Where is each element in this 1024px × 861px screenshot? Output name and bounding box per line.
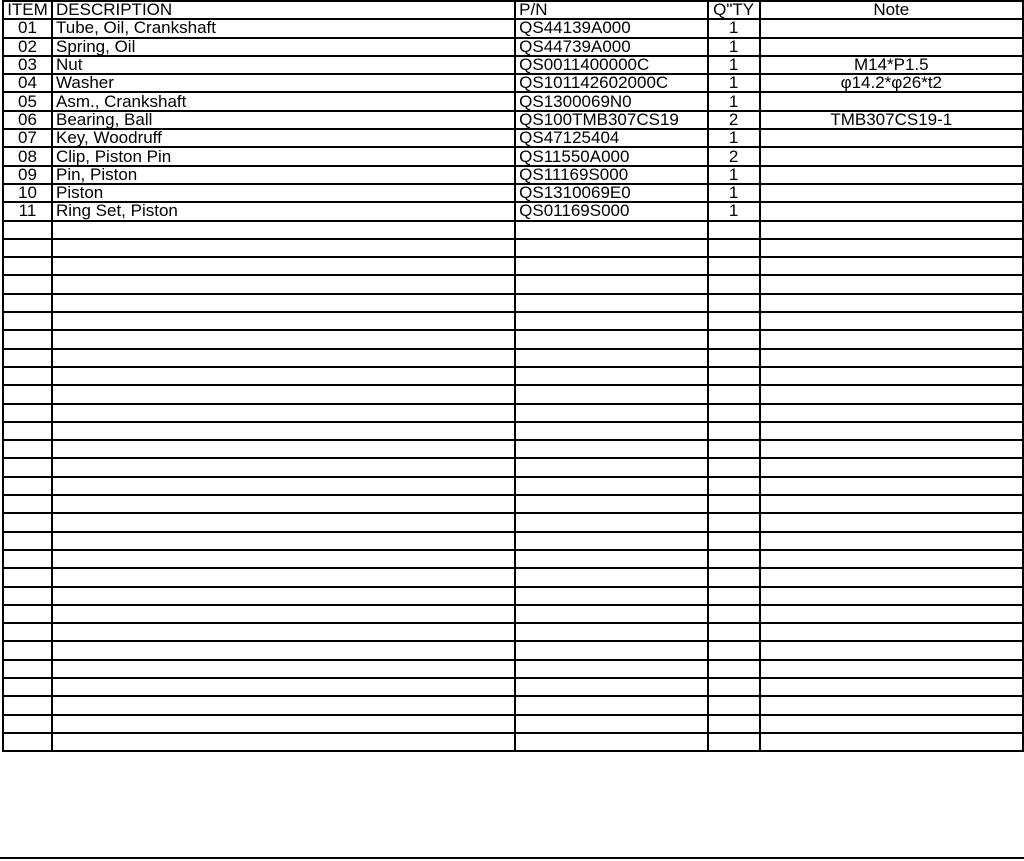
quantity-cell: 1 [708,92,760,110]
part-number-cell: QS101142602000C [515,74,708,92]
empty-row [3,660,1023,678]
quantity-cell [708,550,760,568]
quantity-cell: 2 [708,147,760,165]
part-number-cell: QS1300069N0 [515,92,708,110]
note-cell [760,733,1023,751]
item-cell [3,641,52,659]
part-number-cell: QS01169S000 [515,202,708,220]
description-cell [52,605,515,623]
note-cell: M14*P1.5 [760,56,1023,74]
item-cell: 11 [3,202,52,220]
description-cell [52,678,515,696]
parts-list-table [2,0,1024,752]
note-cell [760,221,1023,239]
item-cell [3,385,52,403]
description-cell [52,422,515,440]
item-cell: 09 [3,166,52,184]
description-cell: Piston [52,184,515,202]
description-cell [52,587,515,605]
note-cell [760,275,1023,293]
item-cell [3,422,52,440]
part-number-cell [515,294,708,312]
empty-row [3,641,1023,659]
note-cell [760,605,1023,623]
part-number-cell [515,623,708,641]
table-row [3,147,1023,165]
empty-row [3,257,1023,275]
quantity-cell [708,696,760,714]
empty-row [3,623,1023,641]
description-cell [52,440,515,458]
part-number-cell [515,477,708,495]
note-cell [760,513,1023,531]
item-cell: 03 [3,56,52,74]
part-number-cell: QS11550A000 [515,147,708,165]
description-cell [52,495,515,513]
note-cell [760,92,1023,110]
part-number-cell [515,733,708,751]
note-cell [760,440,1023,458]
table-row [3,184,1023,202]
quantity-cell [708,275,760,293]
empty-row [3,477,1023,495]
quantity-cell: 1 [708,56,760,74]
description-cell [52,733,515,751]
quantity-cell [708,440,760,458]
note-cell [760,422,1023,440]
quantity-cell [708,458,760,476]
item-cell [3,294,52,312]
note-cell [760,568,1023,586]
quantity-cell [708,623,760,641]
part-number-cell [515,422,708,440]
item-cell [3,715,52,733]
empty-row [3,221,1023,239]
part-number-cell [515,587,708,605]
header-row [3,1,1023,19]
part-number-cell [515,678,708,696]
description-cell: Washer [52,74,515,92]
part-number-cell: QS47125404 [515,129,708,147]
part-number-cell [515,312,708,330]
description-cell: Nut [52,56,515,74]
empty-row [3,330,1023,348]
quantity-cell [708,513,760,531]
part-number-cell [515,349,708,367]
empty-row [3,458,1023,476]
note-cell [760,166,1023,184]
empty-row [3,422,1023,440]
part-number-cell [515,696,708,714]
note-cell [760,312,1023,330]
note-cell [760,202,1023,220]
table-row [3,19,1023,37]
note-cell [760,184,1023,202]
table-row [3,129,1023,147]
part-number-cell [515,385,708,403]
quantity-cell [708,715,760,733]
description-cell [52,715,515,733]
item-cell: 06 [3,111,52,129]
part-number-cell [515,532,708,550]
part-number-cell [515,513,708,531]
description-cell [52,513,515,531]
description-cell [52,696,515,714]
empty-row [3,696,1023,714]
description-cell [52,660,515,678]
part-number-cell: QS1310069E0 [515,184,708,202]
note-cell: TMB307CS19-1 [760,111,1023,129]
quantity-cell [708,568,760,586]
quantity-cell [708,312,760,330]
item-cell [3,312,52,330]
item-cell [3,275,52,293]
empty-row [3,532,1023,550]
note-cell: φ14.2*φ26*t2 [760,74,1023,92]
part-number-cell [515,330,708,348]
note-cell [760,715,1023,733]
empty-row [3,349,1023,367]
empty-row [3,404,1023,422]
item-cell [3,477,52,495]
part-number-cell [515,458,708,476]
item-cell [3,330,52,348]
note-cell [760,19,1023,37]
part-number-cell [515,715,708,733]
item-cell [3,605,52,623]
item-cell [3,568,52,586]
item-cell [3,733,52,751]
parts-list-body [3,19,1023,751]
description-cell: Pin, Piston [52,166,515,184]
quantity-cell [708,221,760,239]
empty-row [3,550,1023,568]
empty-row [3,715,1023,733]
description-cell [52,312,515,330]
note-cell [760,641,1023,659]
note-cell [760,349,1023,367]
quantity-cell [708,330,760,348]
quantity-cell [708,367,760,385]
description-cell [52,550,515,568]
description-cell: Asm., Crankshaft [52,92,515,110]
item-cell [3,660,52,678]
quantity-cell [708,495,760,513]
empty-row [3,495,1023,513]
part-number-cell: QS0011400000C [515,56,708,74]
note-cell [760,147,1023,165]
quantity-cell [708,587,760,605]
description-cell [52,623,515,641]
header-item: ITEM [3,1,52,19]
item-cell [3,495,52,513]
quantity-cell [708,294,760,312]
table-row [3,38,1023,56]
description-cell [52,641,515,659]
item-cell: 02 [3,38,52,56]
quantity-cell [708,257,760,275]
description-cell [52,568,515,586]
empty-row [3,294,1023,312]
item-cell [3,257,52,275]
quantity-cell: 1 [708,19,760,37]
quantity-cell [708,422,760,440]
note-cell [760,404,1023,422]
note-cell [760,257,1023,275]
empty-row [3,678,1023,696]
item-cell: 05 [3,92,52,110]
note-cell [760,678,1023,696]
note-cell [760,532,1023,550]
quantity-cell [708,477,760,495]
item-cell [3,550,52,568]
empty-row [3,605,1023,623]
description-cell [52,477,515,495]
quantity-cell [708,349,760,367]
empty-row [3,367,1023,385]
part-number-cell: QS100TMB307CS19 [515,111,708,129]
item-cell [3,404,52,422]
item-cell [3,458,52,476]
item-cell [3,367,52,385]
empty-row [3,568,1023,586]
description-cell [52,349,515,367]
description-cell [52,330,515,348]
description-cell [52,532,515,550]
item-cell: 08 [3,147,52,165]
item-cell: 01 [3,19,52,37]
part-number-cell [515,605,708,623]
part-number-cell: QS11169S000 [515,166,708,184]
part-number-cell [515,404,708,422]
item-cell [3,696,52,714]
part-number-cell: QS44139A000 [515,19,708,37]
quantity-cell: 1 [708,129,760,147]
table-row [3,92,1023,110]
header-quantity: Q"TY [708,1,760,19]
part-number-cell [515,568,708,586]
part-number-cell [515,495,708,513]
part-number-cell [515,367,708,385]
note-cell [760,458,1023,476]
part-number-cell [515,221,708,239]
item-cell [3,532,52,550]
item-cell: 10 [3,184,52,202]
description-cell: Ring Set, Piston [52,202,515,220]
item-cell [3,239,52,257]
description-cell [52,458,515,476]
description-cell [52,275,515,293]
table-row [3,56,1023,74]
item-cell [3,349,52,367]
part-number-cell [515,440,708,458]
note-cell [760,129,1023,147]
part-number-cell [515,257,708,275]
header-note: Note [760,1,1023,19]
table-row [3,202,1023,220]
description-cell [52,385,515,403]
quantity-cell: 1 [708,166,760,184]
description-cell: Clip, Piston Pin [52,147,515,165]
quantity-cell [708,532,760,550]
part-number-cell [515,641,708,659]
item-cell [3,678,52,696]
quantity-cell: 1 [708,184,760,202]
empty-row [3,440,1023,458]
quantity-cell [708,404,760,422]
note-cell [760,696,1023,714]
part-number-cell [515,275,708,293]
quantity-cell [708,660,760,678]
quantity-cell [708,678,760,696]
item-cell: 07 [3,129,52,147]
description-cell [52,367,515,385]
description-cell: Key, Woodruff [52,129,515,147]
quantity-cell: 1 [708,38,760,56]
quantity-cell [708,239,760,257]
item-cell [3,623,52,641]
item-cell: 04 [3,74,52,92]
quantity-cell: 1 [708,74,760,92]
quantity-cell [708,733,760,751]
note-cell [760,495,1023,513]
note-cell [760,239,1023,257]
description-cell: Tube, Oil, Crankshaft [52,19,515,37]
quantity-cell [708,385,760,403]
part-number-cell [515,660,708,678]
description-cell: Spring, Oil [52,38,515,56]
note-cell [760,660,1023,678]
header-part-number: P/N [515,1,708,19]
part-number-cell: QS44739A000 [515,38,708,56]
note-cell [760,587,1023,605]
empty-row [3,275,1023,293]
note-cell [760,38,1023,56]
description-cell [52,221,515,239]
empty-row [3,239,1023,257]
empty-row [3,587,1023,605]
empty-row [3,385,1023,403]
description-cell [52,257,515,275]
table-row [3,111,1023,129]
description-cell: Bearing, Ball [52,111,515,129]
note-cell [760,294,1023,312]
note-cell [760,477,1023,495]
note-cell [760,367,1023,385]
item-cell [3,221,52,239]
bottom-rule [0,857,1024,859]
quantity-cell [708,605,760,623]
quantity-cell [708,641,760,659]
note-cell [760,550,1023,568]
note-cell [760,623,1023,641]
empty-row [3,513,1023,531]
item-cell [3,440,52,458]
part-number-cell [515,239,708,257]
description-cell [52,239,515,257]
part-number-cell [515,550,708,568]
header-description: DESCRIPTION [52,1,515,19]
empty-row [3,312,1023,330]
note-cell [760,330,1023,348]
quantity-cell: 2 [708,111,760,129]
description-cell [52,404,515,422]
item-cell [3,587,52,605]
empty-row [3,733,1023,751]
table-row [3,166,1023,184]
quantity-cell: 1 [708,202,760,220]
item-cell [3,513,52,531]
table-row [3,74,1023,92]
description-cell [52,294,515,312]
note-cell [760,385,1023,403]
